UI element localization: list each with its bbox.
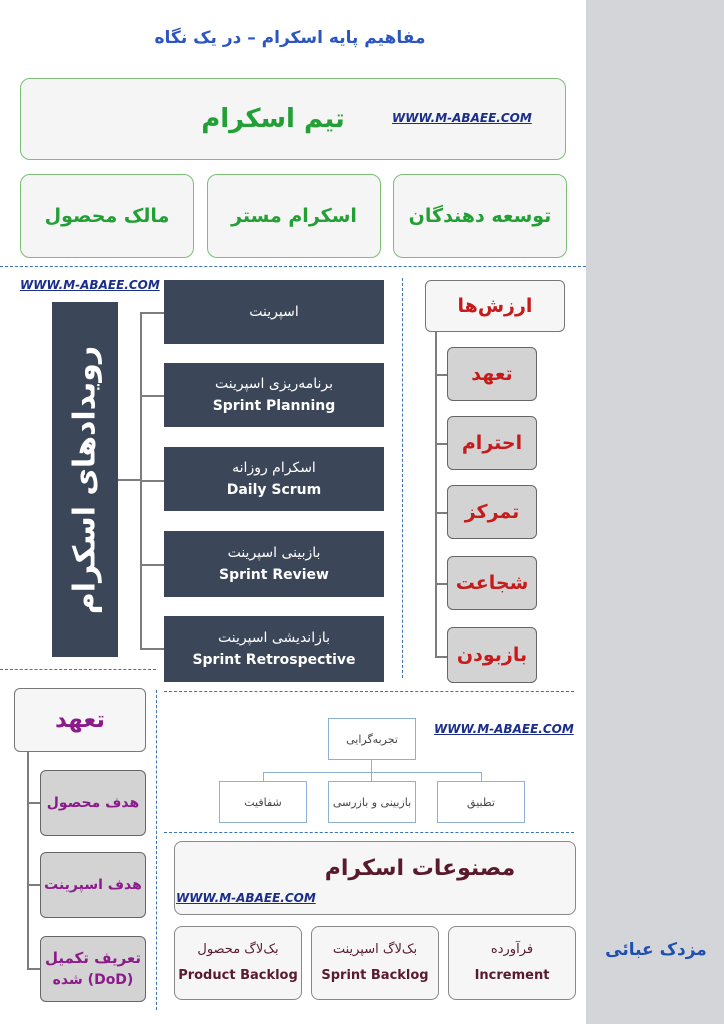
value-courage [447, 556, 537, 610]
events-branch [140, 395, 164, 397]
events-branch [140, 648, 164, 650]
commitments-spine [27, 752, 29, 970]
divider-3 [164, 691, 574, 692]
artifacts-title: مصنوعات اسکرام [324, 856, 516, 881]
commitments-branch [27, 884, 40, 886]
commitment-label: هدف محصول [46, 794, 140, 811]
value-respect [447, 416, 537, 470]
value-label: تمرکز [464, 501, 520, 523]
event-sprint-review [164, 531, 384, 597]
value-label: تعهد [471, 363, 513, 385]
artifact-label: بک‌لاگ محصول [197, 942, 279, 957]
author-name: مزدک عبائی [605, 940, 707, 960]
team-role-scrum-master [207, 174, 381, 258]
event-label-en: Sprint Retrospective [192, 652, 356, 668]
artifact-sprint-backlog [311, 926, 439, 1000]
artifact-label-en: Product Backlog [178, 968, 298, 983]
pillars-stem [371, 760, 372, 772]
values-branch [435, 512, 447, 514]
value-focus [447, 485, 537, 539]
watermark-3: WWW.M-ABAEE.COM [434, 722, 574, 736]
value-openness [447, 627, 537, 683]
commitment-dod [40, 936, 146, 1002]
artifact-increment [448, 926, 576, 1000]
commitment-product-goal [40, 770, 146, 836]
values-title-box [425, 280, 565, 332]
team-role-developers [393, 174, 567, 258]
event-sprint-planning [164, 363, 384, 427]
value-label: بازبودن [456, 644, 528, 666]
pillar-label: بازبینی و بازرسی [332, 795, 412, 809]
event-label: برنامه‌ریزی اسپرینت [214, 375, 333, 392]
value-label: شجاعت [455, 572, 529, 594]
value-label: احترام [461, 432, 523, 454]
events-title: رویدادهای اسکرام [67, 345, 103, 614]
events-branch [140, 480, 164, 482]
event-sprint [164, 280, 384, 344]
role-label: مالک محصول [44, 205, 170, 227]
event-sprint-retrospective [164, 616, 384, 682]
artifact-label: بک‌لاگ اسپرینت [332, 942, 418, 957]
event-label-en: Sprint Review [219, 567, 329, 583]
event-label: بازبینی اسپرینت [227, 544, 321, 561]
events-branch [140, 312, 164, 314]
pillar-root-label: تجربه‌گرایی [346, 732, 398, 746]
commitment-sprint-goal [40, 852, 146, 918]
commitments-title: تعهد [54, 707, 106, 733]
pillars-leg [371, 772, 372, 781]
divider-1 [0, 266, 586, 267]
artifact-label-en: Sprint Backlog [321, 968, 429, 983]
event-label: اسپرینت [249, 303, 299, 320]
watermark-4: WWW.M-ABAEE.COM [176, 891, 316, 905]
values-branch [435, 374, 447, 376]
pillars-leg [481, 772, 482, 781]
event-label: اسکرام روزانه [232, 459, 316, 476]
events-branch [140, 564, 164, 566]
pillar-inspection [328, 781, 416, 823]
team-title: تیم اسکرام [201, 104, 345, 134]
commitment-label: تعریف تکمیل [44, 949, 142, 968]
role-label: اسکرام مستر [231, 205, 357, 227]
divider-2 [0, 669, 156, 670]
commitment-label: هدف اسپرینت [44, 876, 142, 893]
pillar-label: شفافیت [244, 795, 282, 809]
event-daily-scrum [164, 447, 384, 511]
watermark-2: WWW.M-ABAEE.COM [20, 278, 160, 292]
artifact-product-backlog [174, 926, 302, 1000]
commitment-label-2: شده (DoD) [52, 971, 134, 988]
divider-vertical-2 [156, 690, 157, 1010]
events-connector [118, 479, 140, 481]
event-label-en: Daily Scrum [226, 482, 322, 498]
role-label: توسعه دهندگان [408, 205, 552, 227]
pillar-adaptation [437, 781, 525, 823]
pillars-leg [263, 772, 264, 781]
pillars-bar [263, 772, 481, 773]
events-title-box [52, 302, 118, 657]
page-title: مفاهیم پایه اسکرام – در یک نگاه [154, 28, 426, 48]
commitments-title-box [14, 688, 146, 752]
divider-vertical-1 [402, 278, 403, 678]
team-role-product-owner [20, 174, 194, 258]
artifact-label-en: Increment [474, 968, 550, 983]
divider-4 [164, 832, 574, 833]
commitments-branch [27, 802, 40, 804]
values-branch [435, 443, 447, 445]
commitments-branch [27, 968, 40, 970]
values-branch [435, 583, 447, 585]
value-commitment [447, 347, 537, 401]
event-label-en: Sprint Planning [212, 398, 336, 414]
values-title: ارزش‌ها [457, 295, 533, 317]
event-label: بازاندیشی اسپرینت [218, 629, 330, 646]
artifact-label: فرآورده [490, 942, 534, 957]
values-spine [435, 332, 437, 658]
side-panel [586, 0, 724, 1024]
pillar-root-empiricism [328, 718, 416, 760]
values-branch [435, 656, 447, 658]
watermark-1: WWW.M-ABAEE.COM [392, 111, 532, 125]
pillar-label: تطبیق [467, 795, 495, 809]
pillar-transparency [219, 781, 307, 823]
